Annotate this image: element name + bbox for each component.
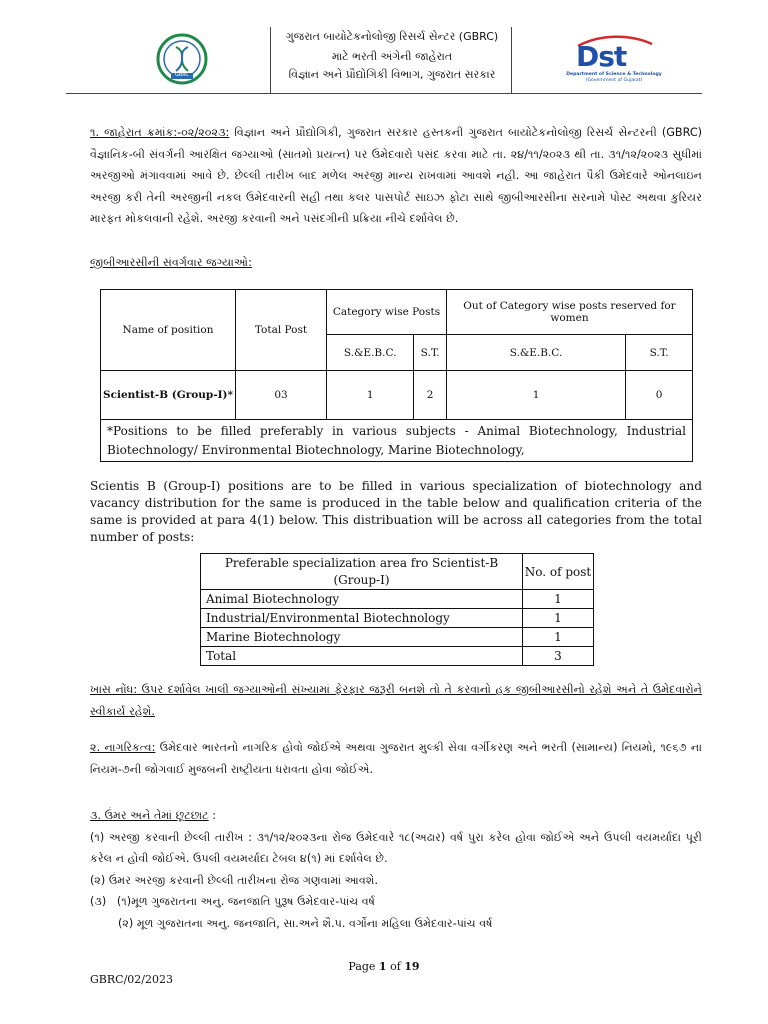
header-divider-left (270, 27, 271, 93)
posts-heading-block (90, 252, 702, 274)
positions-note: *Positions to be filled preferably in various subjects - Animal Biotechnology, Industrial Biotechnology/ Environmental Biotechnology, Marine Biotechnology, (101, 420, 693, 462)
intro-text: વિજ્ઞાન અને પ્રૌદ્યોગિકી, ગુજરાત સરકાર હસ્તકની ગુજરાત બાયોટેકનોલોજી રિસર્ચ સેન્ટરની (GBRC) વૈજ્ઞાનિક-બી સંવર્ગની આરક્ષિત જગ્યાઓ (સાતમો પ્રયત્ન) પર ઉમેદવારો પસંદ કરવા માટે તા. ૨૪/૧૧/૨૦૨૩ થી તા. ૩૧/૧૨/૨૦૨૩ સુધીમાં અરજીઓ મંગાવવામાં આવે છે. છેલ્લી તારીખ બાદ મળેલ અરજી માન્ય રાખવામાં આવશે નહી. આ જાહેરાત પૈકી ઉમેદવારે ઓનલાઇન અરજી કરી તેની અરજીની નકલ ઉમેદવારની સહી તથા કલર પાસપોર્ટ સાઇઝ ફોટા સાથે જીબીઆરસીના સરનામે પોસ્ટ અથવા કુરિયર મારફત મોકલવાની રહેશે. અરજી કરવાની અને પસંદગીની પ્રક્રિયા નીચે દર્શાવેલ છે. (90, 126, 702, 226)
sub-header-st: S.T. (414, 335, 447, 371)
dst-logo (566, 34, 662, 94)
advertisement-number: ૧. જાહેરાત ક્રમાંક:-૦૨/૨૦૨૩: (90, 126, 230, 139)
age-item-1: (૧) અરજી કરવાની છેલ્લી તારીખ : ૩૧/૧૨/૨૦૨૩ના રોજ ઉમેદવારે ૧૮(અઢાર) વર્ષ પુરા કરેલ હોવા જોઈએ અને ઉપલી વયમર્યાદા પૂરી કરેલ ન હોવી જોઈએ. ઉપલી વયમર્યાદા ટેબલ ૪(૧) માં દર્શાવેલ છે. (90, 830, 702, 866)
posts-table (100, 289, 693, 462)
value-st: 2 (414, 371, 447, 420)
specialization-posts: 3 (523, 647, 594, 666)
col-women-reserved: Out of Category wise posts reserved for women (446, 290, 692, 335)
age-item-3 (90, 891, 702, 913)
header-rule (66, 93, 702, 94)
page-current: 1 (378, 960, 387, 973)
specialization-area: Total (201, 647, 523, 666)
table-row (101, 371, 693, 420)
document-code: GBRC/02/2023 (90, 973, 173, 986)
position-name: Scientist-B (Group-I)* (101, 371, 236, 420)
specialization-area: Marine Biotechnology (201, 628, 523, 647)
header-line-2: માટે ભરતી અંગેની જાહેરાત (331, 50, 453, 63)
age-item-3a: (૧)મૂળ ગુજરાતના અનુ. જનજાતિ પુરૂષ ઉમેદવાર-પાંચ વર્ષ (116, 895, 375, 909)
specialization-area: Animal Biotechnology (201, 590, 523, 609)
position-total: 03 (236, 371, 327, 420)
specialization-posts: 1 (523, 628, 594, 647)
age-item-3b: (૨) મૂળ ગુજરાતના અનુ. જનજાતિ, સા.અને શૈ.પ. વર્ગોના મહિલા ઉમેદવાર-પાંચ વર્ષ (118, 916, 493, 930)
table-row (201, 628, 594, 647)
specialization-posts: 1 (523, 609, 594, 628)
gbrc-logo-caption: GBRC (174, 72, 190, 78)
age-item-2: (૨) ઉંમર અરજી કરવાની છેલ્લી તારીખના રોજ ગણવામાં આવશે. (90, 873, 379, 887)
special-note-block (90, 679, 702, 722)
value-women-sebc: 1 (446, 371, 625, 420)
page-of: of (386, 960, 405, 973)
page-prefix: Page (348, 960, 379, 973)
distribution-paragraph: Scientis B (Group-I) positions are to be filled in various specialization of biotechnology and vacancy distribution for the same is produced in the table below and qualification criteria of the same is provided at para 4(1) below. This distribuation will be across all categories from the total number of posts: (90, 479, 702, 544)
sub-header-women-sebc: S.&E.B.C. (446, 335, 625, 371)
col-no-of-post: No. of post (523, 554, 594, 590)
citizenship-text: ઉમેદવાર ભારતનો નાગરિક હોવો જોઈએ અથવા ગુજરાત મુલ્કી સેવા વર્ગીકરણ અને ભરતી (સામાન્ય) નિયમો, ૧૯૬૭ ના નિયમ-૭ની જોગવાઈ મુજબની રાષ્ટ્રીયતા ધરાવતા હોવા જોઈએ. (90, 741, 702, 776)
page-total: 19 (404, 960, 420, 973)
col-category-wise-posts: Category wise Posts (327, 290, 447, 335)
specialization-posts: 1 (523, 590, 594, 609)
header-line-1: ગુજરાત બાયોટેકનોલોજી રિસર્ચ સેન્ટર (GBRC) (285, 30, 499, 43)
sub-header-women-st: S.T. (626, 335, 693, 371)
gbrc-logo (156, 33, 208, 85)
table-row (201, 647, 594, 666)
dst-logo-caption-2: (Government of Gujarat) (585, 78, 643, 83)
age-heading: ૩. ઉંમર અને તેમાં છૂટછાટ (90, 809, 209, 822)
value-women-st: 0 (626, 371, 693, 420)
citizenship-heading: ૨. નાગરિકત્વ: (90, 741, 156, 754)
header-line-3: વિજ્ઞાન અને પ્રૌદ્યોગિકી વિભાગ, ગુજરાત સરકાર (288, 68, 496, 81)
specialization-table (200, 553, 594, 666)
col-total-post: Total Post (236, 290, 327, 371)
citizenship-block (90, 737, 702, 780)
age-block (90, 805, 702, 935)
page-number (0, 960, 768, 973)
dst-logo-text: Dst (576, 40, 627, 73)
age-heading-suffix: : (208, 809, 216, 822)
dst-logo-caption-1: Department of Science & Technology (566, 72, 662, 77)
value-sebc: 1 (327, 371, 414, 420)
table-row (201, 609, 594, 628)
posts-heading: જીબીઆરસીની સંવર્ગવાર જગ્યાઓ: (90, 256, 252, 269)
intro-paragraph (90, 122, 702, 230)
table-row (201, 590, 594, 609)
age-item-3-number: (૩) (90, 895, 107, 909)
col-name-of-position: Name of position (101, 290, 236, 371)
sub-header-sebc: S.&E.B.C. (327, 335, 414, 371)
special-note: ખાસ નોંધ: ઉપર દર્શાવેલ ખાલી જગ્યાઓની સંખ્યામાં ફેરફાર જરૂરી બનશે તો તે કરવાનો હક જીબીઆરસીનો રહેશે અને તે ઉમેદવારોને સ્વીકાર્ય રહેશે. (90, 683, 702, 718)
col-specialization-area: Preferable specialization area fro Scientist-B (Group-I) (201, 554, 523, 590)
specialization-area: Industrial/Environmental Biotechnology (201, 609, 523, 628)
